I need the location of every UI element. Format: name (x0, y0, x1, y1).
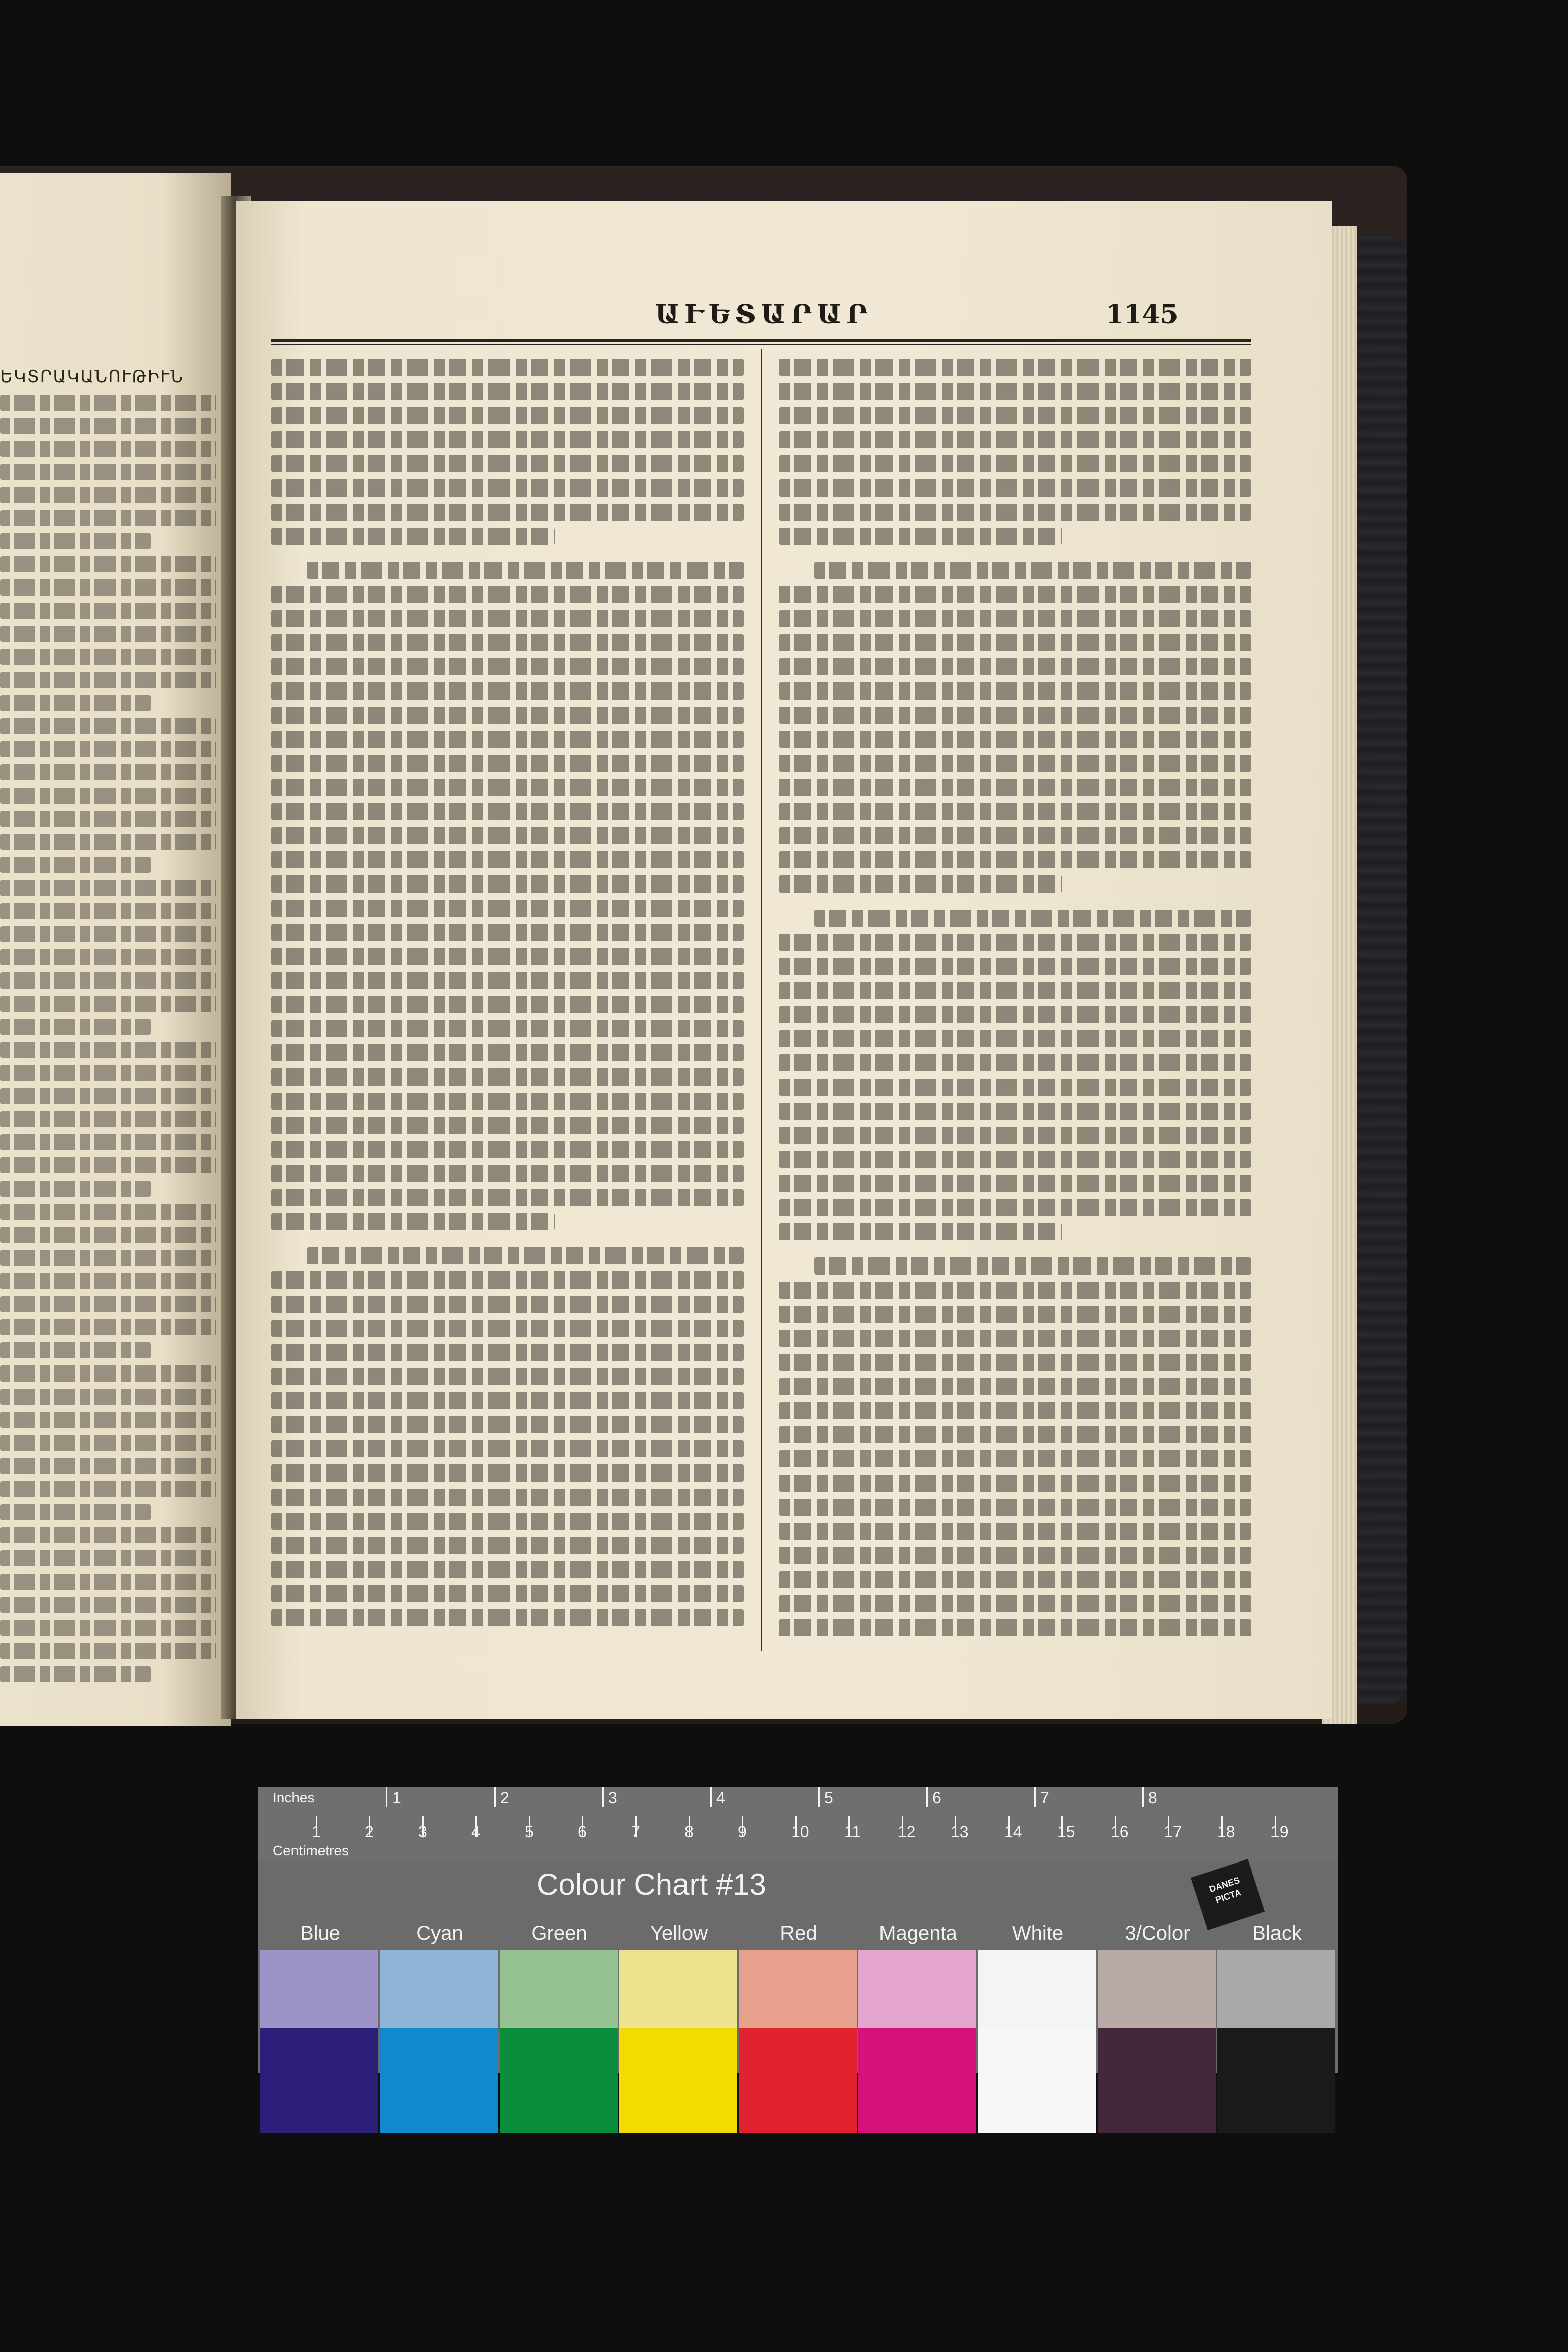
left-text-line (0, 1458, 216, 1474)
text-line (271, 900, 744, 917)
text-line (779, 407, 1251, 424)
text-line (271, 1561, 744, 1578)
left-text-line (0, 1157, 216, 1173)
text-line (779, 934, 1251, 951)
left-text-line (0, 649, 216, 665)
left-text-line (0, 603, 216, 619)
header-rule (271, 339, 1251, 342)
text-line (271, 1392, 744, 1409)
text-line (271, 1344, 744, 1361)
inch-tick-label: 1 (392, 1789, 401, 1807)
text-line (779, 1595, 1251, 1612)
paragraph-gap (271, 545, 744, 555)
swatch-dark-white (978, 2028, 1096, 2133)
paragraph-gap (779, 1240, 1251, 1250)
text-line (271, 755, 744, 772)
text-line (271, 586, 744, 603)
inch-tick (602, 1787, 604, 1807)
left-text-line (0, 1042, 216, 1058)
paragraph-gap (779, 893, 1251, 903)
swatch-light-blue (260, 1950, 378, 2028)
paragraph-gap (271, 1230, 744, 1240)
cm-tick-label: 13 (951, 1823, 969, 1841)
text-line (271, 610, 744, 627)
text-line (779, 851, 1251, 868)
swatch-light-cyan (380, 1950, 498, 2028)
text-line (271, 1296, 744, 1313)
swatch-dark-magenta (858, 2028, 976, 2133)
inch-tick-label: 4 (716, 1789, 725, 1807)
left-text-line (0, 1597, 216, 1613)
text-line (814, 910, 1251, 927)
text-line (271, 827, 744, 844)
text-line (271, 924, 744, 941)
text-line (814, 1257, 1251, 1275)
ruler-inches-label: Inches (273, 1790, 315, 1805)
swatch-label-cyan: Cyan (416, 1922, 463, 1944)
left-text-line (0, 418, 216, 434)
text-line (779, 1475, 1251, 1492)
inch-tick-label: 2 (500, 1789, 509, 1807)
text-line (779, 875, 1062, 893)
text-line (779, 1426, 1251, 1443)
left-text-line (0, 1620, 216, 1636)
left-text-line (0, 395, 216, 411)
cm-tick-label: 6 (578, 1823, 587, 1841)
cm-tick-label: 10 (791, 1823, 809, 1841)
swatch-dark-blue (260, 2028, 378, 2133)
swatch-label-red: Red (780, 1922, 817, 1944)
left-text-line (0, 1550, 216, 1566)
text-line (779, 431, 1251, 448)
text-line (779, 1354, 1251, 1371)
left-text-line (0, 1666, 151, 1682)
text-line (779, 707, 1251, 724)
text-line (779, 1282, 1251, 1299)
left-text-line (0, 1435, 216, 1451)
left-page-heading: ԵԿՏՐԱԿԱՆՈՒԹԻՒՆ (0, 367, 184, 387)
left-text-line (0, 1643, 216, 1659)
cm-tick-label: 11 (844, 1823, 861, 1841)
text-line (779, 359, 1251, 376)
left-text-line (0, 556, 216, 572)
text-line (271, 1020, 744, 1037)
left-text-line (0, 1088, 216, 1104)
inch-tick (386, 1787, 387, 1807)
left-text-line (0, 1527, 216, 1543)
cm-tick-label: 8 (684, 1823, 694, 1841)
page-number: 1145 (1106, 299, 1179, 330)
swatch-light-black (1217, 1950, 1335, 2028)
left-text-line (0, 464, 216, 480)
column-divider (761, 349, 762, 1651)
text-line (779, 504, 1251, 521)
swatch-light-yellow (619, 1950, 737, 2028)
text-line (779, 982, 1251, 999)
text-line (271, 803, 744, 820)
text-line (271, 1489, 744, 1506)
left-text-line (0, 718, 216, 734)
left-text-line (0, 1227, 216, 1243)
cm-tick-label: 2 (365, 1823, 374, 1841)
left-text-line (0, 788, 216, 804)
text-line (779, 586, 1251, 603)
swatch-light-white (978, 1950, 1096, 2028)
left-text-line (0, 1204, 216, 1220)
text-line (271, 504, 744, 521)
left-text-line (0, 1296, 216, 1312)
text-line (271, 528, 555, 545)
swatch-light-magenta (858, 1950, 976, 2028)
text-line (271, 1044, 744, 1061)
left-text-line (0, 533, 151, 549)
left-text-line (0, 1504, 151, 1520)
left-text-line (0, 834, 216, 850)
text-line (779, 1306, 1251, 1323)
ruler (258, 1787, 1338, 1864)
text-line (779, 827, 1251, 844)
text-line (271, 1093, 744, 1110)
text-line (271, 634, 744, 651)
inch-tick-label: 6 (932, 1789, 941, 1807)
swatch-label-magenta: Magenta (879, 1922, 957, 1944)
swatch-dark-black (1217, 2028, 1335, 2133)
left-text-line (0, 1019, 151, 1035)
text-line (271, 1271, 744, 1289)
left-text-line (0, 1342, 151, 1358)
text-line (271, 1416, 744, 1433)
cm-tick-label: 3 (418, 1823, 427, 1841)
text-line (779, 1523, 1251, 1540)
text-line (779, 1223, 1062, 1240)
paragraph-gap (779, 545, 1251, 555)
text-line (779, 610, 1251, 627)
text-line (779, 634, 1251, 651)
left-text-line (0, 926, 216, 942)
text-line (779, 455, 1251, 472)
left-text-line (0, 996, 216, 1012)
text-line (271, 972, 744, 989)
swatch-label-white: White (1012, 1922, 1064, 1944)
text-line (271, 1320, 744, 1337)
left-text-line (0, 1365, 216, 1382)
page-header-title: ԱՒԵՏԱՐԱՐ (655, 299, 873, 330)
text-line (271, 1141, 744, 1158)
text-line (271, 1585, 744, 1602)
left-text-line (0, 441, 216, 457)
text-line (779, 755, 1251, 772)
swatch-label-black: Black (1252, 1922, 1302, 1944)
text-line (271, 1464, 744, 1482)
left-text-line (0, 1181, 151, 1197)
inch-tick (926, 1787, 928, 1807)
swatch-dark-green (500, 2028, 618, 2133)
text-line (779, 731, 1251, 748)
left-text-line (0, 1481, 216, 1497)
text-line (779, 528, 1062, 545)
left-text-line (0, 857, 151, 873)
swatch-label-yellow: Yellow (650, 1922, 708, 1944)
left-text-line (0, 579, 216, 596)
left-text-line (0, 1574, 216, 1590)
left-page (0, 173, 231, 1726)
cm-tick-label: 4 (471, 1823, 480, 1841)
inch-tick-label: 3 (608, 1789, 617, 1807)
text-line (779, 1571, 1251, 1588)
left-text-line (0, 1273, 216, 1289)
inch-tick (818, 1787, 820, 1807)
left-text-line (0, 1412, 216, 1428)
text-line (271, 455, 744, 472)
text-line (271, 1117, 744, 1134)
left-text-line (0, 487, 216, 503)
text-line (779, 1402, 1251, 1419)
cm-tick-label: 18 (1217, 1823, 1235, 1841)
text-line (779, 779, 1251, 796)
text-line (271, 875, 744, 893)
swatch-dark-yellow (619, 2028, 737, 2133)
cm-tick-label: 14 (1004, 1823, 1022, 1841)
text-line (779, 658, 1251, 675)
text-line (779, 383, 1251, 400)
text-line (271, 707, 744, 724)
text-line (779, 958, 1251, 975)
text-line (271, 359, 744, 376)
left-text-line (0, 1065, 216, 1081)
cm-tick-label: 12 (898, 1823, 916, 1841)
left-text-line (0, 949, 216, 965)
left-text-line (0, 1389, 216, 1405)
text-line (779, 803, 1251, 820)
ruler-centimetres-label: Centimetres (273, 1843, 349, 1858)
cm-tick-label: 17 (1164, 1823, 1182, 1841)
inch-tick (494, 1787, 496, 1807)
left-text-line (0, 811, 216, 827)
left-text-line (0, 1111, 216, 1127)
left-text-line (0, 510, 216, 526)
cm-tick-label: 1 (312, 1823, 321, 1841)
text-line (271, 1537, 744, 1554)
text-line (779, 1103, 1251, 1120)
text-line (271, 407, 744, 424)
text-line (271, 851, 744, 868)
text-line (271, 996, 744, 1013)
text-line (814, 562, 1251, 579)
swatch-dark-cyan (380, 2028, 498, 2133)
text-line (271, 1189, 744, 1206)
text-line (779, 1547, 1251, 1564)
right-page (236, 201, 1332, 1719)
swatch-light-3-color (1098, 1950, 1216, 2028)
text-line (271, 1368, 744, 1385)
text-line (271, 431, 744, 448)
text-line (779, 1079, 1251, 1096)
cm-tick-label: 9 (738, 1823, 747, 1841)
text-line (779, 1006, 1251, 1023)
text-line (271, 383, 744, 400)
left-text-line (0, 1319, 216, 1335)
text-line (779, 1151, 1251, 1168)
left-text-line (0, 626, 216, 642)
text-line (779, 1499, 1251, 1516)
colour-chart (258, 1787, 1338, 2073)
text-line (779, 1127, 1251, 1144)
left-text-line (0, 695, 151, 711)
text-line (271, 658, 744, 675)
text-line (271, 779, 744, 796)
text-column-left (271, 352, 744, 1653)
inch-tick-label: 5 (824, 1789, 833, 1807)
text-line (779, 479, 1251, 497)
left-text-line (0, 1134, 216, 1150)
inch-tick (1142, 1787, 1144, 1807)
text-line (779, 1619, 1251, 1636)
swatch-light-red (739, 1950, 857, 2028)
text-line (271, 1609, 744, 1626)
text-line (779, 1378, 1251, 1395)
text-line (271, 1440, 744, 1457)
text-line (271, 479, 744, 497)
text-line (779, 1330, 1251, 1347)
text-line (307, 1247, 744, 1264)
text-line (307, 562, 744, 579)
cm-tick-label: 5 (525, 1823, 534, 1841)
left-text-line (0, 1250, 216, 1266)
danes-picta-logo: DANES PICTA (1191, 1859, 1265, 1930)
text-line (779, 1175, 1251, 1192)
text-line (779, 1450, 1251, 1467)
inch-tick (710, 1787, 712, 1807)
colour-chart-body (258, 1862, 1338, 2073)
text-line (271, 1513, 744, 1530)
inch-tick-label: 8 (1148, 1789, 1157, 1807)
inch-tick-label: 7 (1040, 1789, 1049, 1807)
swatch-label-blue: Blue (300, 1922, 341, 1944)
left-text-line (0, 764, 216, 780)
cm-tick-label: 7 (631, 1823, 640, 1841)
swatch-dark-3-color (1098, 2028, 1216, 2133)
text-line (271, 948, 744, 965)
swatch-dark-red (739, 2028, 857, 2133)
text-line (271, 1165, 744, 1182)
left-text-line (0, 672, 216, 688)
left-text-line (0, 880, 216, 896)
cm-tick-label: 16 (1111, 1823, 1129, 1841)
text-column-right (779, 352, 1251, 1653)
swatch-light-green (500, 1950, 618, 2028)
inch-tick (1034, 1787, 1036, 1807)
header-rule-thin (271, 344, 1251, 345)
colour-chart-title: Colour Chart #13 (537, 1868, 766, 1901)
cm-tick-label: 19 (1270, 1823, 1289, 1841)
swatch-label-green: Green (531, 1922, 587, 1944)
left-text-line (0, 741, 216, 757)
left-text-line (0, 972, 216, 989)
swatch-label-3-color: 3/Color (1125, 1922, 1190, 1944)
text-line (271, 1068, 744, 1086)
text-line (779, 1054, 1251, 1071)
text-line (271, 682, 744, 700)
text-line (271, 1213, 555, 1230)
text-line (271, 731, 744, 748)
text-line (779, 1199, 1251, 1216)
text-line (779, 1030, 1251, 1047)
cm-tick-label: 15 (1057, 1823, 1075, 1841)
text-line (779, 682, 1251, 700)
left-text-line (0, 903, 216, 919)
